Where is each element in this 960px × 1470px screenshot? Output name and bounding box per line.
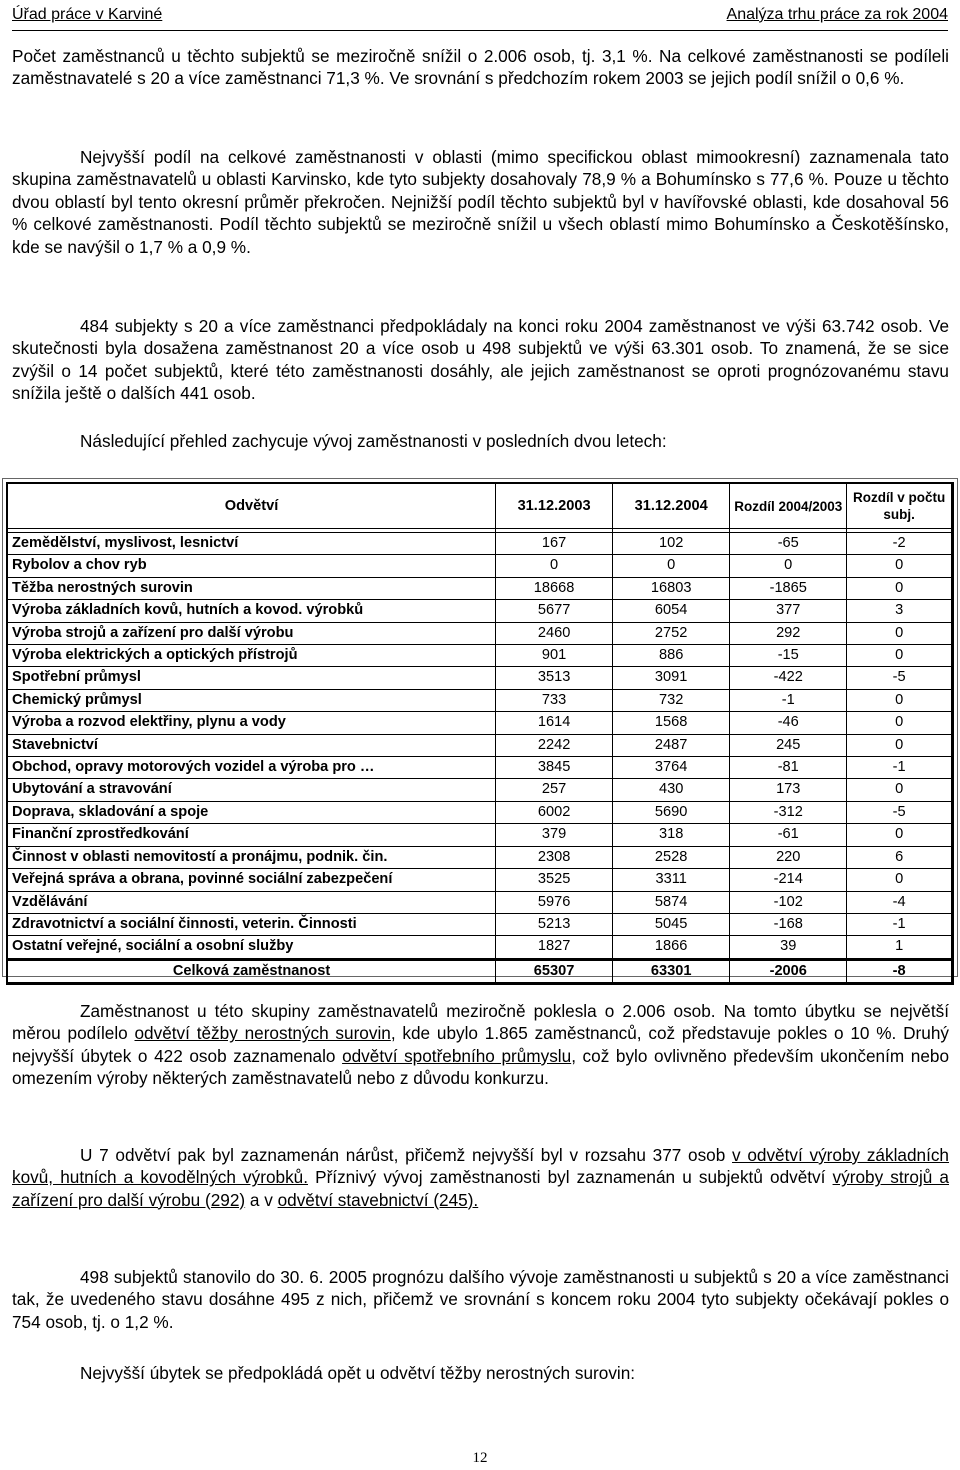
value-cell: -4 bbox=[847, 892, 952, 914]
header-2003: 31.12.2003 bbox=[496, 484, 613, 529]
value-cell: 0 bbox=[847, 578, 952, 600]
table-row bbox=[8, 892, 952, 914]
table-row bbox=[8, 869, 952, 891]
value-cell: 1614 bbox=[496, 712, 613, 734]
value-cell: 1568 bbox=[613, 712, 730, 734]
value-cell: 318 bbox=[613, 824, 730, 846]
value-cell: 167 bbox=[496, 533, 613, 555]
value-cell: 0 bbox=[847, 735, 952, 757]
value-cell: -2 bbox=[847, 533, 952, 555]
value-cell: 0 bbox=[730, 555, 847, 577]
total-2003: 65307 bbox=[496, 959, 613, 983]
paragraph-6: U 7 odvětví pak byl zaznamenán nárůst, přičemž nejvyšší byl v rozsahu 377 osob v odvětví výroby základních kovů, hutních a kovodělných výrobků. Příznivý vývoj zaměstnanosti byl zaznamenán u subjektů odvětví výroby strojů a zařízení pro další výrobu (292) a v odvětví stavebnictví (245). bbox=[12, 1145, 949, 1210]
value-cell: 0 bbox=[847, 712, 952, 734]
value-cell: 3764 bbox=[613, 757, 730, 779]
value-cell: 3525 bbox=[496, 869, 613, 891]
value-cell: -15 bbox=[730, 645, 847, 667]
value-cell: 220 bbox=[730, 847, 847, 869]
value-cell: 257 bbox=[496, 779, 613, 801]
value-cell: 16803 bbox=[613, 578, 730, 600]
sector-cell: Výroba elektrických a optických přístrojů bbox=[8, 645, 496, 667]
sector-cell: Obchod, opravy motorových vozidel a výroba pro … bbox=[8, 757, 496, 779]
value-cell: 2308 bbox=[496, 847, 613, 869]
value-cell: 2460 bbox=[496, 623, 613, 645]
total-2004: 63301 bbox=[613, 959, 730, 983]
value-cell: 2752 bbox=[613, 623, 730, 645]
paragraph-7: 498 subjektů stanovilo do 30. 6. 2005 prognózu dalšího vývoje zaměstnanosti u subjektů s 20 a více zaměstnanci tak, že uvedeného stavu dosáhne 495 z nich, přičemž ve srovnání s koncem roku 2004 tyto subjekty očekávají pokles o 754 osob, tj. o 1,2 %. bbox=[12, 1267, 949, 1332]
table-row bbox=[8, 757, 952, 779]
table-row bbox=[8, 690, 952, 712]
link-machinery: výroby strojů a zařízení pro další výrobu (292) bbox=[12, 1167, 949, 1210]
table-row bbox=[8, 645, 952, 667]
table-row bbox=[8, 578, 952, 600]
value-cell: 377 bbox=[730, 600, 847, 622]
link-metals: v odvětví výroby základních kovů, hutních a kovodělných výrobků. bbox=[12, 1145, 949, 1188]
value-cell: 0 bbox=[613, 555, 730, 577]
value-cell: 5690 bbox=[613, 802, 730, 824]
value-cell: 5677 bbox=[496, 600, 613, 622]
sector-cell: Těžba nerostných surovin bbox=[8, 578, 496, 600]
value-cell: 1 bbox=[847, 936, 952, 958]
sector-cell: Zdravotnictví a sociální činnosti, veterin. Činnosti bbox=[8, 914, 496, 936]
sector-cell: Výroba základních kovů, hutních a kovod. výrobků bbox=[8, 600, 496, 622]
value-cell: 3513 bbox=[496, 667, 613, 689]
paragraph-3: 484 subjekty s 20 a více zaměstnanci předpokládaly na konci roku 2004 zaměstnanost ve výši 63.742 osob. Ve skutečnosti byla dosažena zaměstnanost 20 a více osob u 498 subjektů ve výši 63.301 osob. To znamená, že se sice zvýšil o 14 počet subjektů, které této zaměstnanosti dosáhly, ale jejich zaměstnanost se oproti prognózovanému stavu snížila ještě o dalších 441 osob. bbox=[12, 316, 949, 404]
value-cell: -168 bbox=[730, 914, 847, 936]
sector-cell: Doprava, skladování a spoje bbox=[8, 802, 496, 824]
sector-cell: Výroba strojů a zařízení pro další výrobu bbox=[8, 623, 496, 645]
value-cell: 901 bbox=[496, 645, 613, 667]
value-cell: 732 bbox=[613, 690, 730, 712]
value-cell: 39 bbox=[730, 936, 847, 958]
sector-cell: Ostatní veřejné, sociální a osobní služby bbox=[8, 936, 496, 958]
table-row bbox=[8, 936, 952, 958]
sector-cell: Stavebnictví bbox=[8, 735, 496, 757]
value-cell: 18668 bbox=[496, 578, 613, 600]
value-cell: 733 bbox=[496, 690, 613, 712]
value-cell: 0 bbox=[847, 824, 952, 846]
table-header-row bbox=[8, 484, 952, 529]
value-cell: 5213 bbox=[496, 914, 613, 936]
value-cell: 3845 bbox=[496, 757, 613, 779]
header-2004: 31.12.2004 bbox=[613, 484, 730, 529]
sector-cell: Rybolov a chov ryb bbox=[8, 555, 496, 577]
table-row bbox=[8, 802, 952, 824]
table-row bbox=[8, 555, 952, 577]
sector-cell: Veřejná správa a obrana, povinné sociální zabezpečení bbox=[8, 869, 496, 891]
sector-cell: Chemický průmysl bbox=[8, 690, 496, 712]
header-diff: Rozdíl 2004/2003 bbox=[730, 484, 847, 529]
paragraph-8: Nejvyšší úbytek se předpokládá opět u odvětví těžby nerostných surovin: bbox=[80, 1363, 636, 1383]
value-cell: 6002 bbox=[496, 802, 613, 824]
link-construction: odvětví stavebnictví (245). bbox=[277, 1189, 479, 1210]
value-cell: 2487 bbox=[613, 735, 730, 757]
table-row bbox=[8, 914, 952, 936]
value-cell: 0 bbox=[847, 555, 952, 577]
paragraph-2: Nejvyšší podíl na celkové zaměstnanosti v oblasti (mimo specifickou oblast mimookresní) zaznamenala tato skupina zaměstnavatelů u oblasti Karvinsko, kde tyto subjekty dosahovaly 78,9 % a Bohumínsko s 77,6 %. Pouze u těchto dvou oblastí byl tento okresní průměr překročen. Nejnižší podíl těchto subjektů byl v havířovské oblasti, kde dosahoval 56 % celkové zaměstnanosti. Podíl těchto subjektů se meziročně snížil u všech oblastí mimo Bohumínsko a Českotěšínsko, kde se navýšil o 1,7 % a 0,9 %. bbox=[12, 147, 949, 257]
sector-cell: Činnost v oblasti nemovitostí a pronájmu, podnik. čin. bbox=[8, 847, 496, 869]
value-cell: 0 bbox=[847, 623, 952, 645]
table-row bbox=[8, 667, 952, 689]
table-row bbox=[8, 779, 952, 801]
value-cell: -1865 bbox=[730, 578, 847, 600]
value-cell: 0 bbox=[847, 869, 952, 891]
value-cell: -81 bbox=[730, 757, 847, 779]
value-cell: 379 bbox=[496, 824, 613, 846]
sector-cell: Zemědělství, myslivost, lesnictví bbox=[8, 533, 496, 555]
sector-cell: Výroba a rozvod elektřiny, plynu a vody bbox=[8, 712, 496, 734]
value-cell: 430 bbox=[613, 779, 730, 801]
value-cell: 0 bbox=[847, 779, 952, 801]
table-row bbox=[8, 824, 952, 846]
value-cell: 2242 bbox=[496, 735, 613, 757]
table-row bbox=[8, 600, 952, 622]
value-cell: 5874 bbox=[613, 892, 730, 914]
value-cell: 2528 bbox=[613, 847, 730, 869]
table-row bbox=[8, 847, 952, 869]
value-cell: 6054 bbox=[613, 600, 730, 622]
employment-table-frame bbox=[2, 478, 958, 977]
page-header bbox=[12, 4, 948, 31]
value-cell: 5045 bbox=[613, 914, 730, 936]
value-cell: 0 bbox=[847, 690, 952, 712]
table-row bbox=[8, 735, 952, 757]
sector-cell: Ubytování a stravování bbox=[8, 779, 496, 801]
value-cell: 6 bbox=[847, 847, 952, 869]
value-cell: 886 bbox=[613, 645, 730, 667]
page-number: 12 bbox=[472, 1450, 488, 1466]
value-cell: 1827 bbox=[496, 936, 613, 958]
value-cell: -102 bbox=[730, 892, 847, 914]
header-office: Úřad práce v Karviné bbox=[12, 6, 163, 23]
value-cell: 173 bbox=[730, 779, 847, 801]
value-cell: 0 bbox=[847, 645, 952, 667]
value-cell: 102 bbox=[613, 533, 730, 555]
value-cell: -1 bbox=[730, 690, 847, 712]
paragraph-1: Počet zaměstnanců u těchto subjektů se meziročně snížil o 2.006 osob, tj. 3,1 %. Na celkové zaměstnanosti se podíleli zaměstnavatelé s 20 a více zaměstnanci 71,3 %. Ve srovnání s předchozím rokem 2003 se jejich podíl snížil o 0,6 %. bbox=[12, 46, 949, 89]
table-total-row bbox=[8, 959, 952, 983]
value-cell: -5 bbox=[847, 667, 952, 689]
value-cell: 245 bbox=[730, 735, 847, 757]
value-cell: 292 bbox=[730, 623, 847, 645]
value-cell: 1866 bbox=[613, 936, 730, 958]
header-report-title: Analýza trhu práce za rok 2004 bbox=[726, 6, 948, 23]
value-cell: 0 bbox=[496, 555, 613, 577]
paragraph-4: Následující přehled zachycuje vývoj zaměstnanosti v posledních dvou letech: bbox=[80, 431, 667, 451]
value-cell: 3 bbox=[847, 600, 952, 622]
value-cell: 3091 bbox=[613, 667, 730, 689]
value-cell: -65 bbox=[730, 533, 847, 555]
sector-cell: Finanční zprostředkování bbox=[8, 824, 496, 846]
value-cell: 3311 bbox=[613, 869, 730, 891]
header-diff-subjects: Rozdíl v počtu subj. bbox=[847, 484, 952, 529]
table-row bbox=[8, 623, 952, 645]
link-consumer-industry: odvětví spotřebního průmyslu bbox=[342, 1045, 572, 1066]
employment-table bbox=[6, 482, 954, 985]
sector-cell: Spotřební průmysl bbox=[8, 667, 496, 689]
total-diff: -2006 bbox=[730, 959, 847, 983]
table-row bbox=[8, 533, 952, 555]
paragraph-5: Zaměstnanost u této skupiny zaměstnavatelů meziročně poklesla o 2.006 osob. Na tomto úbytku se největší měrou podílelo odvětví těžby nerostných surovin, kde ubylo 1.865 zaměstnanců, což představuje pokles o 10 %. Druhý nejvyšší úbytek o 422 osob zaznamenalo odvětví spotřebního průmyslu, což bylo ovlivněno především ukončením nebo omezením výroby některých zaměstnavatelů nebo z důvodu konkurzu. bbox=[12, 1001, 950, 1089]
total-diff-subjects: -8 bbox=[847, 959, 952, 983]
value-cell: -46 bbox=[730, 712, 847, 734]
value-cell: -1 bbox=[847, 757, 952, 779]
sector-cell: Vzdělávání bbox=[8, 892, 496, 914]
value-cell: -1 bbox=[847, 914, 952, 936]
value-cell: -312 bbox=[730, 802, 847, 824]
total-label: Celková zaměstnanost bbox=[8, 959, 496, 983]
link-mining: odvětví těžby nerostných surovin bbox=[134, 1023, 391, 1044]
value-cell: 5976 bbox=[496, 892, 613, 914]
value-cell: -61 bbox=[730, 824, 847, 846]
value-cell: -422 bbox=[730, 667, 847, 689]
value-cell: -214 bbox=[730, 869, 847, 891]
value-cell: -5 bbox=[847, 802, 952, 824]
header-sector: Odvětví bbox=[8, 484, 496, 529]
table-row bbox=[8, 712, 952, 734]
